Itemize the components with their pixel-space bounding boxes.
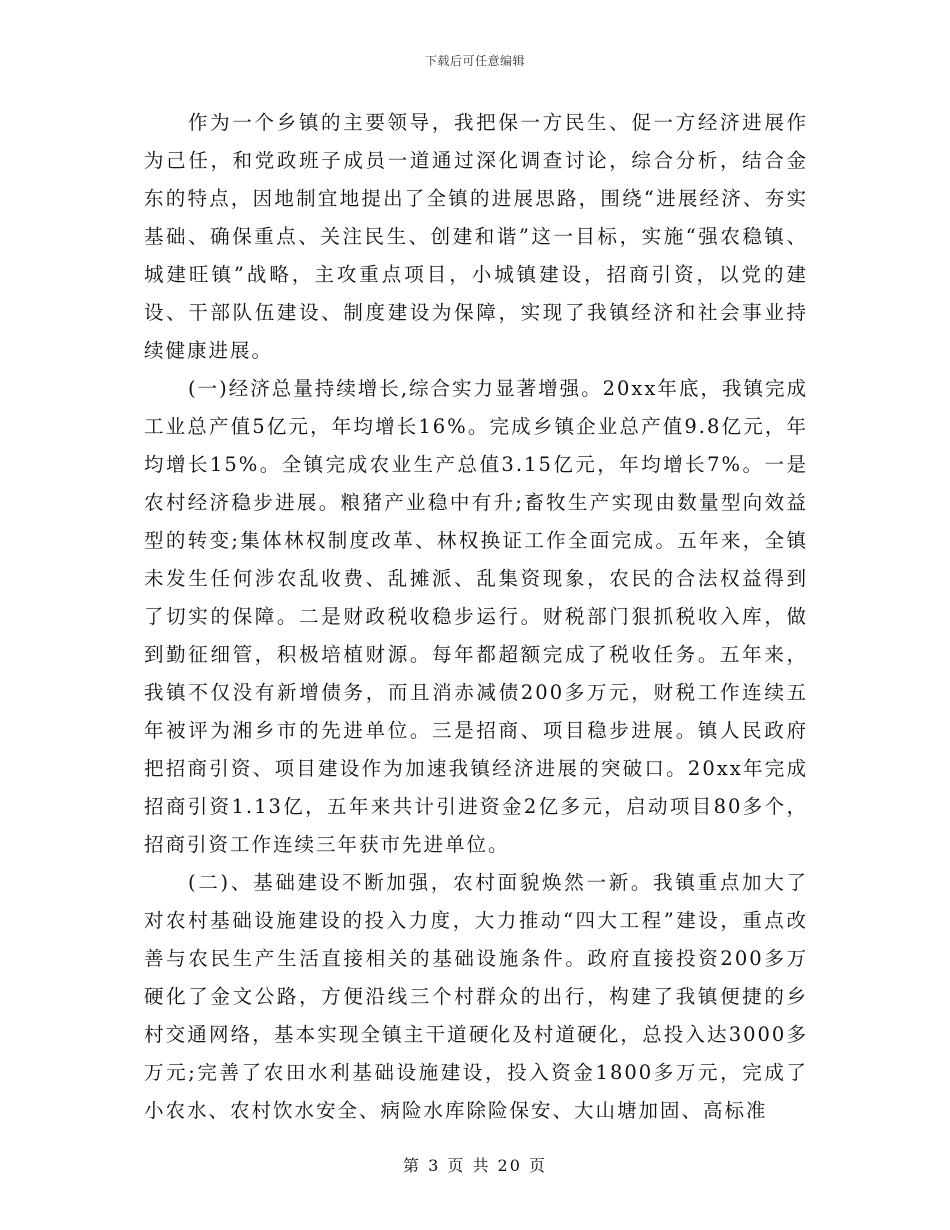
paragraph-economy: (一)经济总量持续增长,综合实力显著增强。20xx年底，我镇完成工业总产值5亿元，年均增长16%。完成乡镇企业总产值9.8亿元，年均增长15%。全镇完成农业生产总值3.15亿元，年均增长7%。一是农村经济稳步进展。粮猪产业稳中有升;畜牧生产实现由数量型向效益型的转变;集体林权制度改革、林权换证工作全面完成。五年来，全镇未发生任何涉农乱收费、乱摊派、乱集资现象，农民的合法权益得到了切实的保障。二是财政税收稳步运行。财税部门狠抓税收入库，做到勤征细管，积极培植财源。每年都超额完成了税收任务。五年来，我镇不仅没有新增债务，而且消赤减债200多万元，财税工作连续五年被评为湘乡市的先进单位。三是招商、项目稳步进展。镇人民政府把招商引资、项目建设作为加速我镇经济进展的突破口。20xx年完成招商引资1.13亿，五年来共计引进资金2亿多元，启动项目80多个，招商引资工作连续三年获市先进单位。 xyxy=(144,377,808,856)
page-footer: 第 3 页 共 20 页 xyxy=(403,1156,547,1175)
document-body xyxy=(144,104,808,1130)
paragraph-infrastructure: (二)、基础建设不断加强，农村面貌焕然一新。我镇重点加大了对农村基础设施建设的投入力度，大力推动“四大工程”建设，重点改善与农民生产生活直接相关的基础设施条件。政府直接投资200多万硬化了金文公路，方便沿线三个村群众的出行，构建了我镇便捷的乡村交通网络，基本实现全镇主干道硬化及村道硬化，总投入达3000多万元;完善了农田水利基础设施建设，投入资金1800多万元，完成了小农水、农村饮水安全、病险水库除险保安、大山塘加固、高标准 xyxy=(144,871,808,1122)
paragraph-intro: 作为一个乡镇的主要领导，我把保一方民生、促一方经济进展作为己任，和党政班子成员一道通过深化调查讨论，综合分析，结合金东的特点，因地制宜地提出了全镇的进展思路，围绕“进展经济、夯实基础、确保重点、关注民生、创建和谐”这一目标，实施“强农稳镇、城建旺镇”战略，主攻重点项目，小城镇建设，招商引资，以党的建设、干部队伍建设、制度建设为保障，实现了我镇经济和社会事业持续健康进展。 xyxy=(144,111,808,362)
page-header: 下载后可任意编辑 xyxy=(424,54,525,68)
